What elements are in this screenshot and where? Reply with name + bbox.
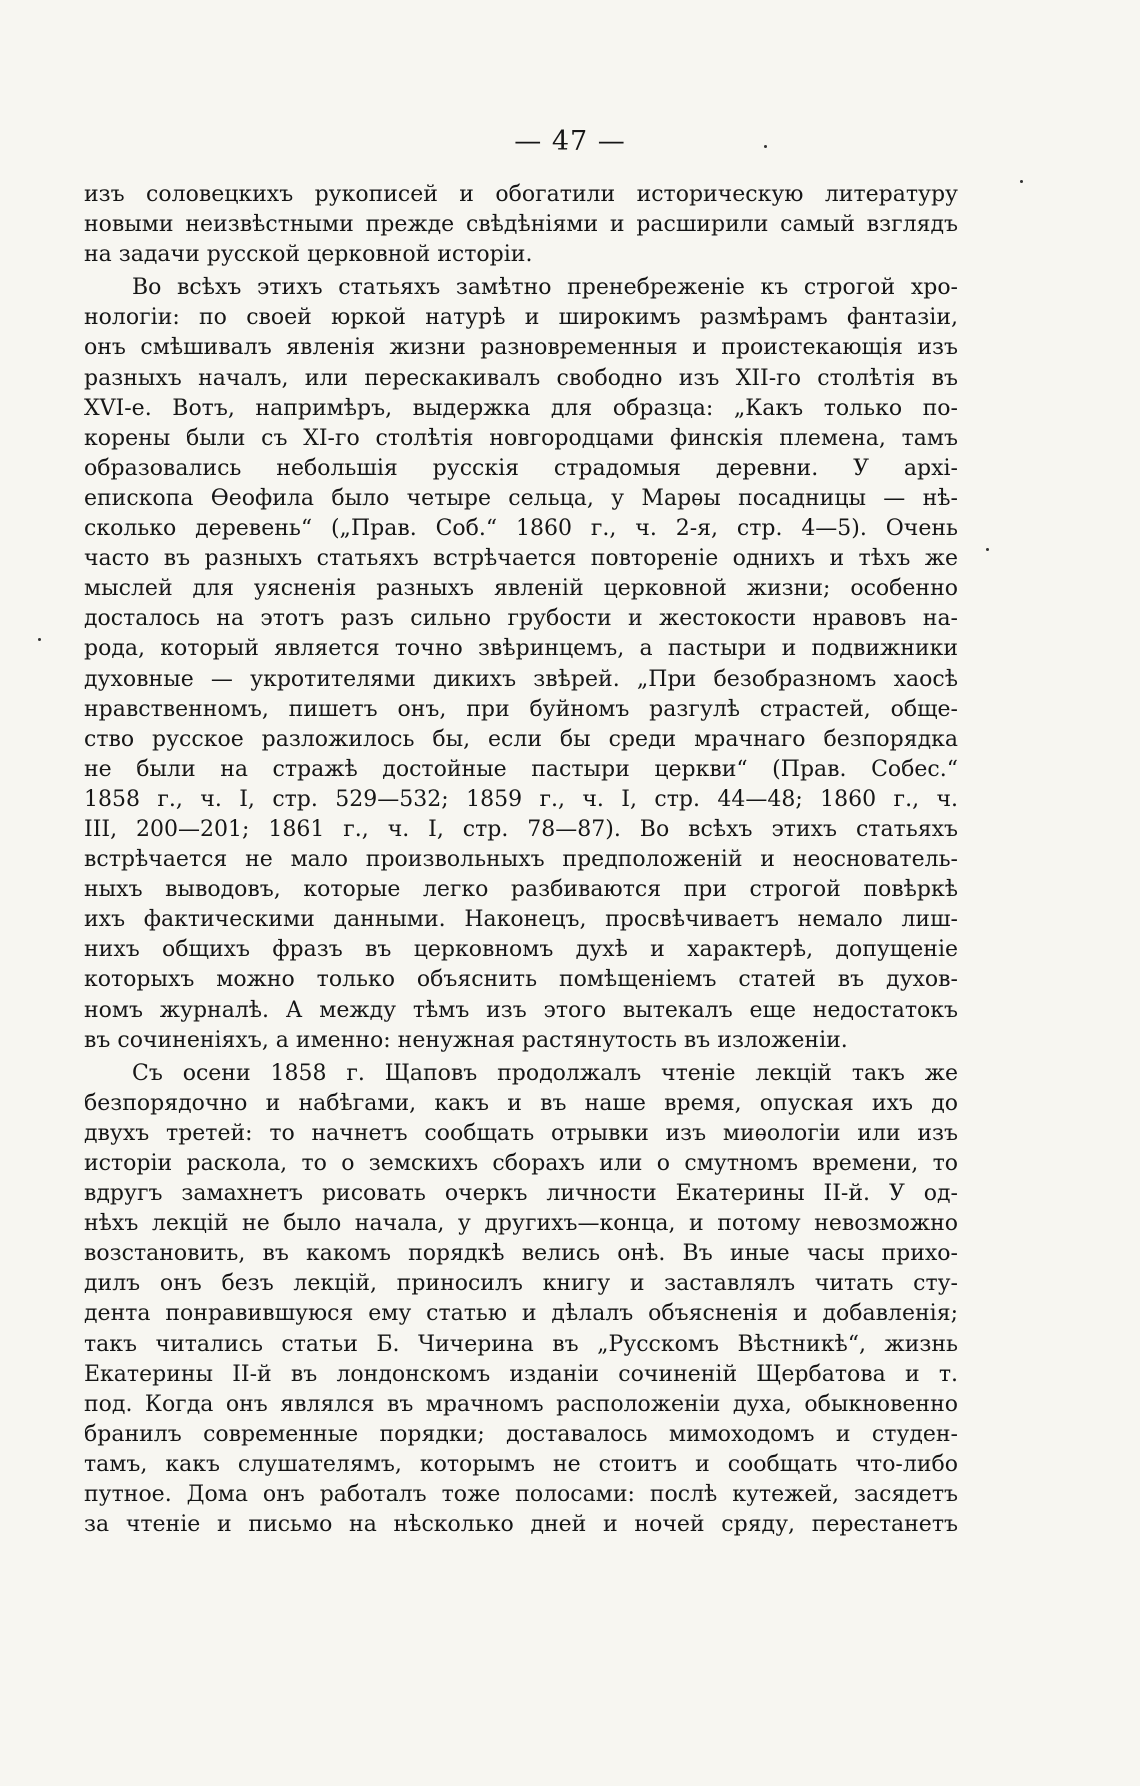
text-line: Во всѣхъ этихъ статьяхъ замѣтно пренебреженіе къ строгой хро- <box>132 275 958 301</box>
text-line: тамъ, какъ слушателямъ, которымъ не стоитъ и сообщать что-либо <box>84 1451 958 1477</box>
text-line: новыми неизвѣстными прежде свѣдѣніями и расширили самый взглядъ <box>84 212 958 238</box>
text-line: не были на стражѣ достойные пастыри церкви“ (Прав. Собес.“ <box>84 756 958 782</box>
scan-speck <box>764 145 767 148</box>
text-line: безпорядочно и набѣгами, какъ и въ наше время, опуская ихъ до <box>84 1090 958 1116</box>
page-number: — 47 — <box>514 126 626 157</box>
text-line: номъ журналѣ. А между тѣмъ изъ этого вытекалъ еще недостатокъ <box>84 997 958 1023</box>
text-line: мыслей для уясненія разныхъ явленій церковной жизни; особенно <box>84 576 958 602</box>
text-line: часто въ разныхъ статьяхъ встрѣчается повтореніе однихъ и тѣхъ же <box>84 546 958 572</box>
text-line: Екатерины II-й въ лондонскомъ изданіи сочиненій Щербатова и т. <box>84 1361 958 1387</box>
text-line: нологіи: по своей юркой натурѣ и широкимъ размѣрамъ фантазіи, <box>84 305 958 331</box>
text-block <box>84 180 958 1540</box>
text-line: корены были съ XI-го столѣтія новгородцами финскія племена, тамъ <box>84 425 958 451</box>
text-line: за чтеніе и письмо на нѣсколько дней и ночей сряду, перестанетъ <box>84 1512 958 1538</box>
text-line: ихъ фактическими данными. Наконецъ, просвѣчиваетъ немало лиш- <box>84 907 958 933</box>
scan-speck <box>38 638 41 641</box>
text-line: возстановить, въ какомъ порядкѣ велись онѣ. Въ иные часы прихо- <box>84 1241 958 1267</box>
text-line: дента понравившуюся ему статью и дѣлалъ объясненія и добавленія; <box>84 1301 958 1327</box>
text-line: образовались небольшія русскія страдомыя деревни. У архі- <box>84 455 958 481</box>
text-line: путное. Дома онъ работалъ тоже полосами: послѣ кутежей, засядетъ <box>84 1482 958 1508</box>
scan-speck <box>1020 180 1023 183</box>
text-line: въ сочиненіяхъ, а именно: ненужная растянутость въ изложеніи. <box>84 1027 848 1053</box>
text-line: ство русское разложилось бы, если бы среди мрачнаго безпорядка <box>84 726 958 752</box>
text-line: нравственномъ, пишетъ онъ, при буйномъ разгулѣ страстей, обще- <box>84 696 958 722</box>
text-line: дилъ онъ безъ лекцій, приносилъ книгу и заставлялъ читать сту- <box>84 1271 958 1297</box>
text-line: ныхъ выводовъ, которые легко разбиваются при строгой повѣркѣ <box>84 877 958 903</box>
text-line: онъ смѣшивалъ явленія жизни разновременныя и проистекающія изъ <box>84 335 958 361</box>
text-line: епископа Ѳеофила было четыре сельца, у Марѳы посадницы — нѣ- <box>84 485 958 511</box>
text-line: рода, который является точно звѣринцемъ, а пастыри и подвижники <box>84 636 958 662</box>
text-line: изъ соловецкихъ рукописей и обогатили историческую литературу <box>84 182 958 207</box>
text-line: XVI-е. Вотъ, напримѣръ, выдержка для образца: „Какъ только по- <box>84 395 958 421</box>
text-line: вдругъ замахнетъ рисовать очеркъ личности Екатерины II-й. У од- <box>84 1181 958 1207</box>
text-line: 1858 г., ч. I, стр. 529—532; 1859 г., ч. I, стр. 44—48; 1860 г., ч. <box>84 786 958 812</box>
text-line: на задачи русской церковной исторіи. <box>84 242 533 268</box>
paragraph <box>84 1059 958 1541</box>
text-line: такъ читались статьи Б. Чичерина въ „Русскомъ Вѣстникѣ“, жизнь <box>84 1331 958 1357</box>
text-line: нихъ общихъ фразъ въ церковномъ духѣ и характерѣ, допущеніе <box>84 937 958 963</box>
scan-speck <box>986 548 989 551</box>
text-line: досталось на этотъ разъ сильно грубости и жестокости нравовъ на- <box>84 606 958 632</box>
text-line: которыхъ можно только объяснить помѣщеніемъ статей въ духов- <box>84 967 958 993</box>
paragraph <box>84 273 958 1055</box>
text-line: сколько деревень“ („Прав. Соб.“ 1860 г., ч. 2-я, стр. 4—5). Очень <box>84 516 958 542</box>
text-line: нѣхъ лекцій не было начала, у другихъ—конца, и потому невозможно <box>84 1211 958 1237</box>
text-line: встрѣчается не мало произвольныхъ предположеній и неоснователь- <box>84 847 958 873</box>
text-line: бранилъ современные порядки; доставалось мимоходомъ и студен- <box>84 1421 958 1447</box>
paragraph <box>84 180 958 270</box>
text-line: III, 200—201; 1861 г., ч. I, стр. 78—87). Во всѣхъ этихъ статьяхъ <box>84 816 958 842</box>
text-line: разныхъ началъ, или перескакивалъ свободно изъ XII-го столѣтія въ <box>84 365 958 391</box>
text-line: духовные — укротителями дикихъ звѣрей. „При безобразномъ хаосѣ <box>84 666 958 692</box>
text-line: двухъ третей: то начнетъ сообщать отрывки изъ миѳологіи или изъ <box>84 1120 958 1146</box>
text-line: Съ осени 1858 г. Щаповъ продолжалъ чтеніе лекцій такъ же <box>132 1060 958 1086</box>
text-line: исторіи раскола, то о земскихъ сборахъ или о смутномъ времени, то <box>84 1151 958 1176</box>
text-line: под. Когда онъ являлся въ мрачномъ расположеніи духа, обыкновенно <box>84 1391 958 1417</box>
